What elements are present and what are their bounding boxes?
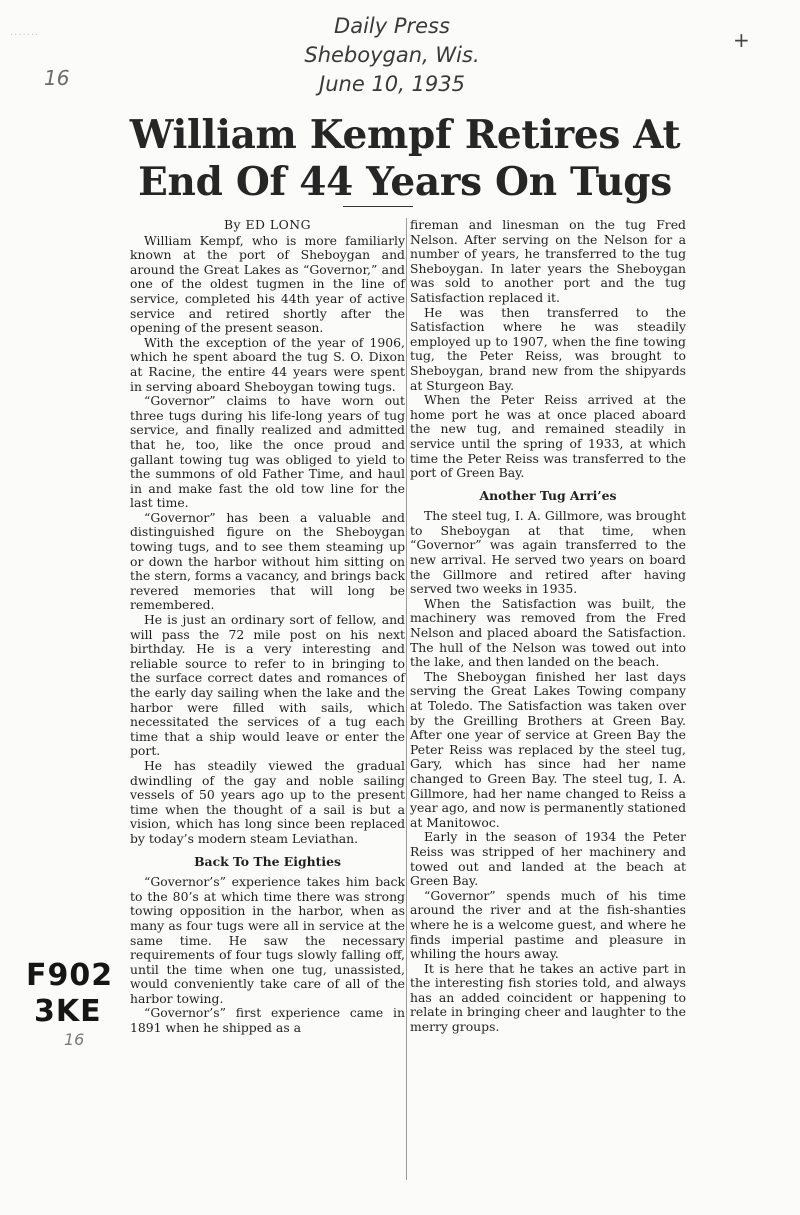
- paragraph: “Governor’s” experience takes him back to the 80’s at which time there was strong towing opposition in the harbor, when as many as four tugs were all in service at the same time. He saw the necessary requirements of four tugs slowly falling off, until the time when one tug, unassisted, would conveniently take care of all of the harbor towing.: [130, 874, 405, 1006]
- byline: By ED LONG: [223, 217, 312, 232]
- paragraph-continued: fireman and linesman on the tug Fred Nelson. After serving on the Nelson for a number of years, he transferred to the tug Sheboygan. In later years the Sheboygan was sold to another port and the tug Satisfaction replaced it.: [410, 217, 686, 305]
- paragraph: “Governor” has been a valuable and distinguished figure on the Sheboygan towing tugs, and to see them steaming up or down the harbor without him sitting on the stern, forms a vacancy, and brings back revered memories that will long be remembered.: [130, 509, 405, 613]
- faded-stamp-mark: ·······: [10, 30, 40, 41]
- paragraph: William Kempf, who is more familiarly known at the port of Sheboygan and around the Great Lakes as “Governor,” and one of the oldest tugmen in the line of service, completed his 44th year of active service and retired shortly after the opening of the present season.: [130, 232, 405, 336]
- masthead-date: June 10, 1935: [319, 72, 465, 96]
- article-column-right: [410, 218, 686, 1035]
- paragraph: When the Peter Reiss arrived at the home port he was at once placed aboard the new tug, and remained steadily in service until the spring of 1933, at which time the Peter Reiss was transferred to the port of Green Bay.: [410, 392, 686, 481]
- article-column-left: [130, 218, 405, 1036]
- paragraph: The Sheboygan finished her last days serving the Great Lakes Towing company at Toledo. The Satisfaction was taken over by the Greilling Brothers at Green Bay. After one year of service at Green Bay the Peter Reiss was replaced by the steel tug, Gary, which has since had her name changed to Green Bay. The steel tug, I. A. Gillmore, had her name changed to Reiss a year ago, and now is permanently stationed at Manitowoc.: [410, 668, 686, 830]
- paragraph: Early in the season of 1934 the Peter Reiss was stripped of her machinery and towed out and landed at the beach at Green Bay.: [410, 829, 686, 889]
- paragraph: “Governor” claims to have worn out three tugs during his life-long years of tug service, and finally realized and admitted that he, too, like the once proud and gallant towing tug was obliged to yield to the summons of old Father Time, and haul in and make fast the old tow line for the last time.: [130, 393, 405, 511]
- call-number-line-2: 3KE: [34, 994, 102, 1029]
- paragraph: He was then transferred to the Satisfaction where he was steadily employed up to 1907, when the fine towing tug, the Peter Reiss, was brought to Sheboygan, brand new from the shipyards at Sturgeon Bay.: [410, 304, 686, 393]
- paragraph: “Governor’s” first experience came in 1891 when he shipped as a: [130, 1005, 405, 1036]
- call-number-line-3: 16: [64, 1030, 85, 1049]
- subhead-back-to-the-eighties: Back To The Eighties: [194, 853, 341, 869]
- paragraph: He has steadily viewed the gradual dwindling of the gay and noble sailing vessels of 50 years ago up to the present time when the thought of a sail is but a vision, which has long since been replaced by today’s modern steam Leviathan.: [130, 757, 405, 846]
- paragraph: “Governor” spends much of his time around the river and at the fish-shanties where he is a welcome guest, and where he finds imperial pastime and pleasure in whiling the hours away.: [410, 887, 686, 962]
- handwritten-masthead: [292, 12, 492, 99]
- paragraph: He is just an ordinary sort of fellow, and will pass the 72 mile post on his next birthday. He is a very interesting and reliable source to refer to in bringing to the surface correct dates and romances of the early day sailing when the lake and the harbor were filled with sails, which necessitated the services of a tug each time that a ship would leave or enter the port.: [130, 612, 405, 759]
- handwritten-page-number: 16: [44, 66, 70, 90]
- plus-mark: +: [733, 28, 750, 52]
- article-headline: William Kempf Retires At End Of 44 Years On Tugs: [129, 112, 681, 205]
- call-number-line-1: F902: [26, 958, 114, 993]
- masthead-paper-name: Daily Press: [334, 14, 450, 38]
- column-divider: [406, 218, 407, 1180]
- paragraph: When the Satisfaction was built, the machinery was removed from the Fred Nelson and placed aboard the Satisfaction. The hull of the Nelson was towed out into the lake, and then landed on the beach.: [410, 595, 686, 670]
- paragraph: It is here that he takes an active part in the interesting fish stories told, and always has an added coincident or happening to relate in bringing cheer and laughter to the merry groups.: [410, 960, 686, 1035]
- subhead-another-tug-arrives: Another Tug Arri’es: [479, 487, 617, 503]
- paragraph: The steel tug, I. A. Gillmore, was brought to Sheboygan at that time, when “Governor” was again transferred to the new arrival. He served two years on board the Gillmore and retired after having served two weeks in 1935.: [410, 508, 686, 597]
- masthead-city: Sheboygan, Wis.: [304, 43, 480, 67]
- headline-rule: [343, 206, 413, 207]
- paragraph: With the exception of the year of 1906, which he spent aboard the tug S. O. Dixon at Racine, the entire 44 years were spent in serving aboard Sheboygan towing tugs.: [130, 334, 405, 394]
